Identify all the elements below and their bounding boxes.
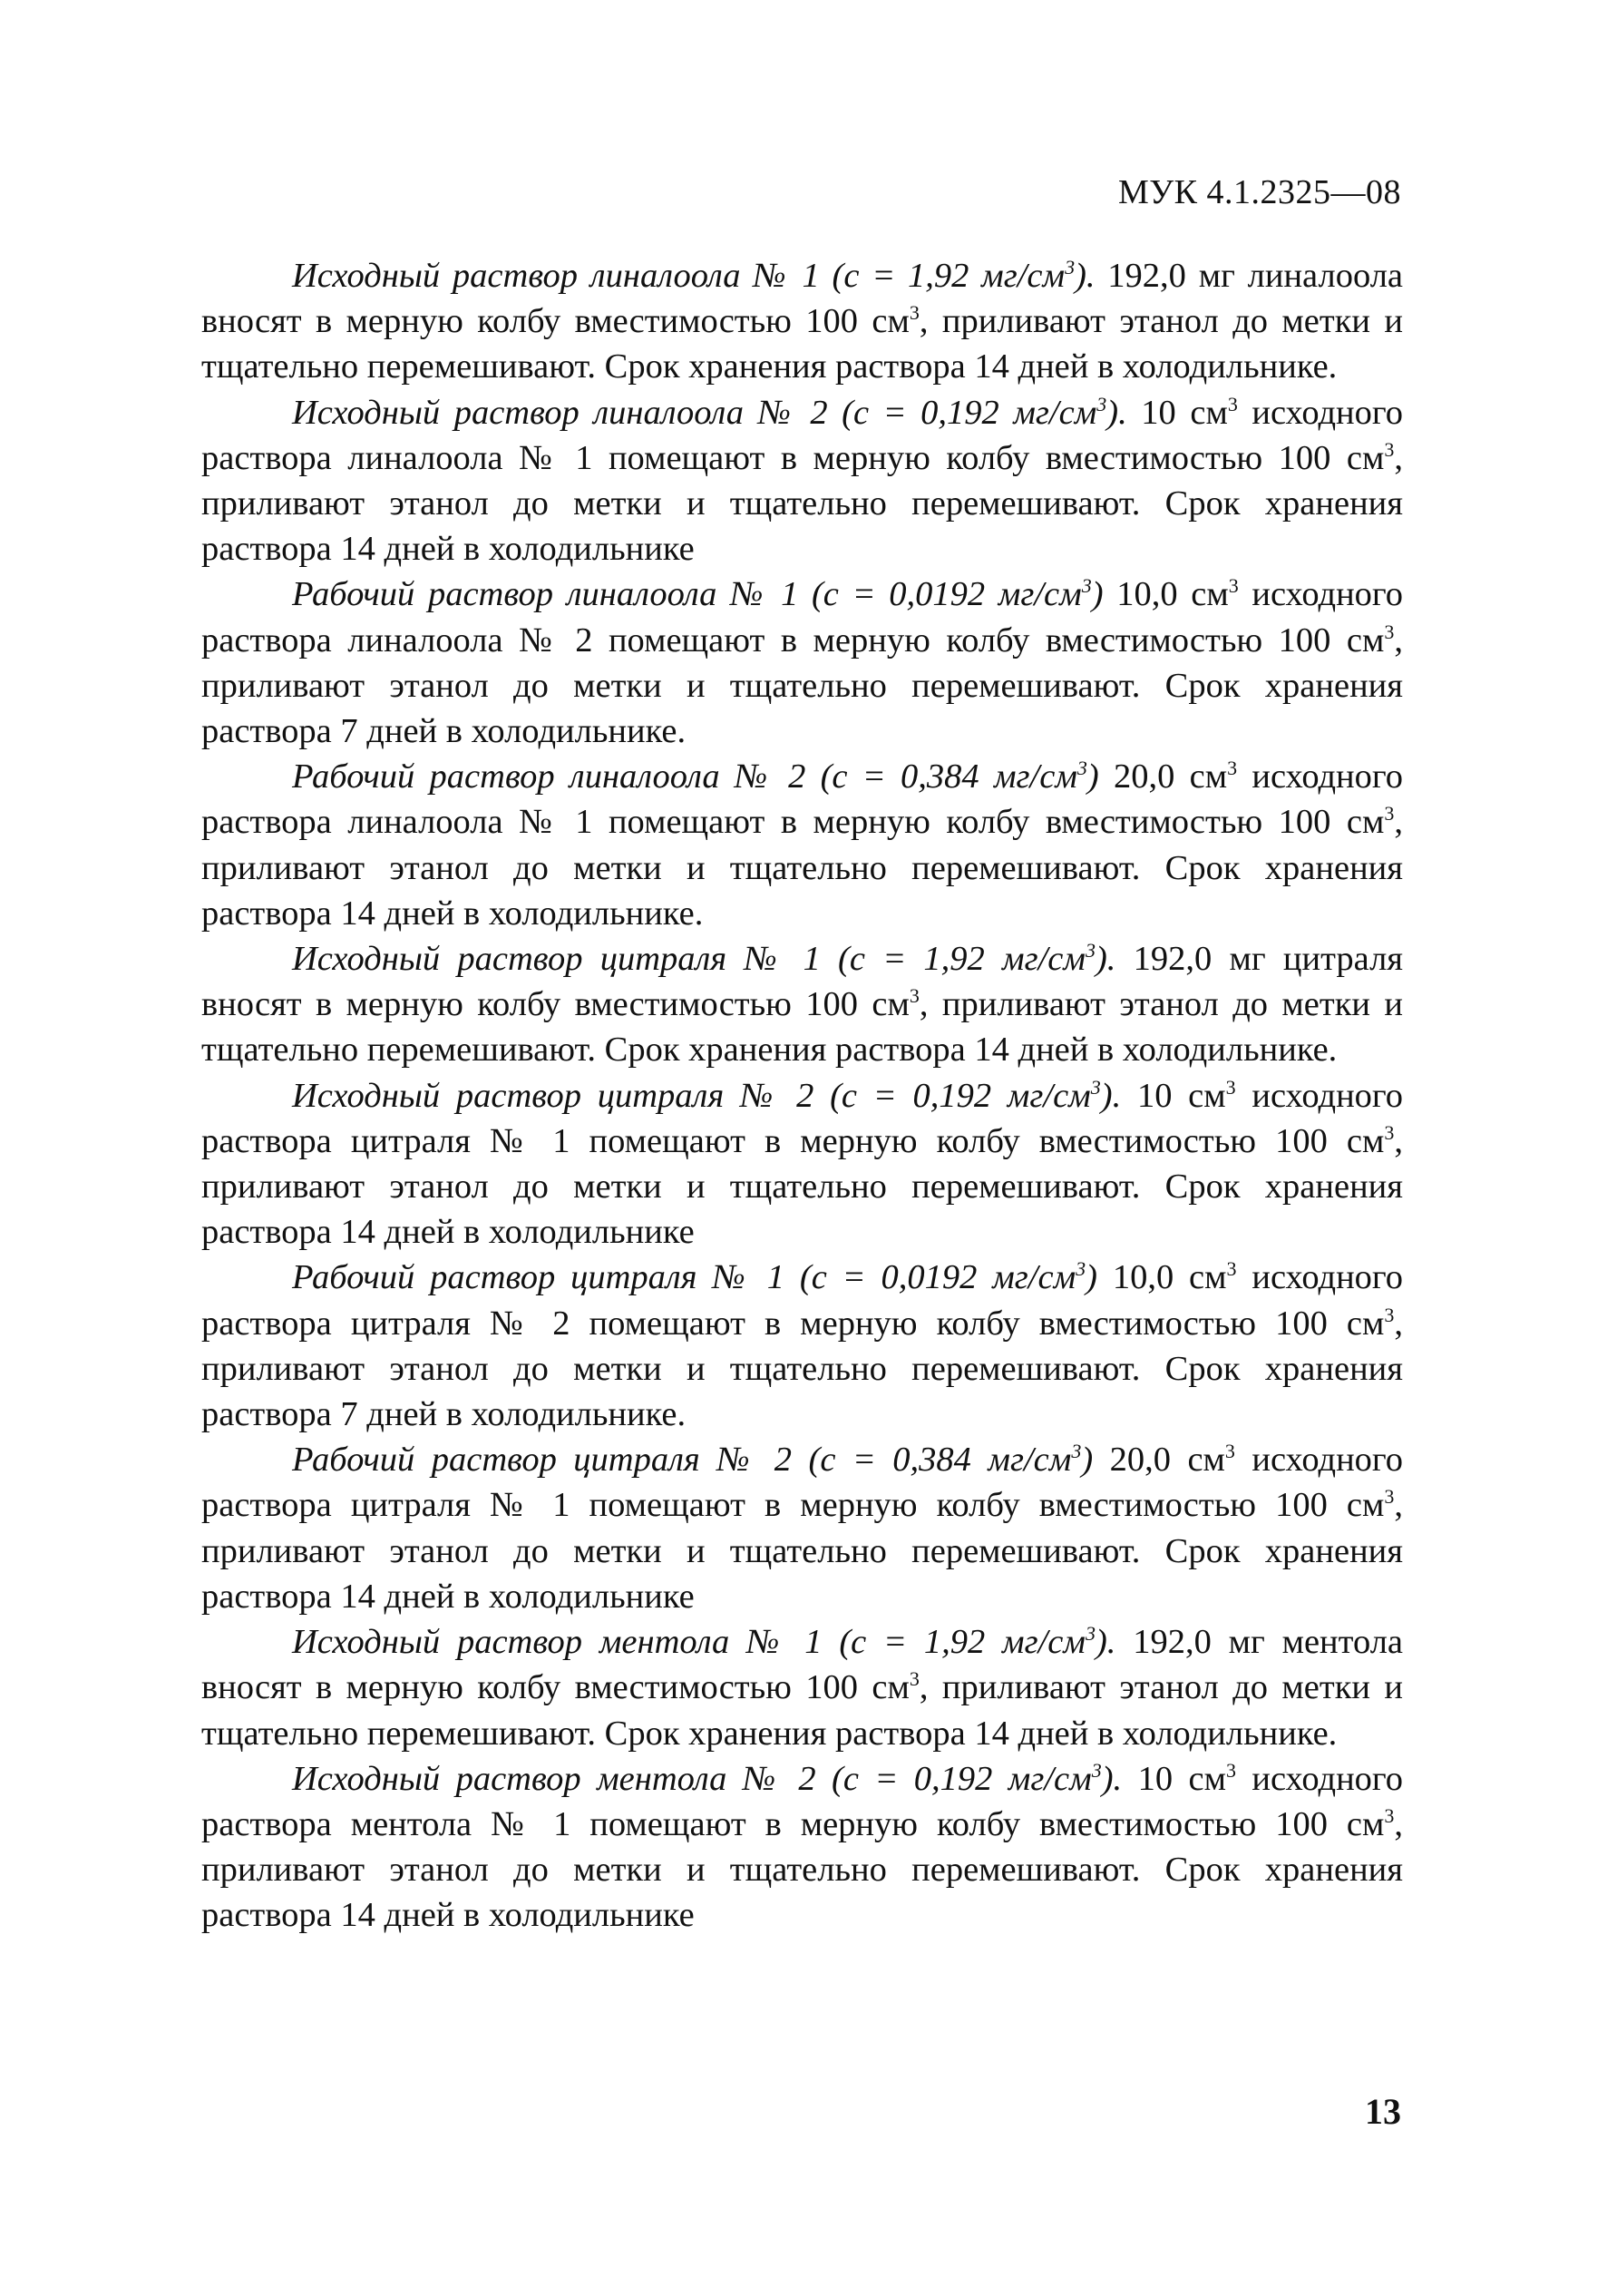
paragraph-title: Исходный раствор линалоола № 1 (с = 1,92 $мг/см^3$). [292,256,1096,295]
paragraph-stock-citral-1: Исходный раствор цитраля № 1 (с = 1,92 $мг/см^3$). 192,0 мг цитраля вносят в мерную колбу вместимостью 100 $см^3$, приливают этанол до метки и тщательно перемешивают. Срок хранения раствора 14 дней в холодильнике. [201,939,1403,1070]
paragraph-working-linalool-1: Рабочий раствор линалоола № 1 (с = 0,0192 $мг/см^3$) 10,0 $см^3$ исходного раствора линалоола № 2 помещают в мерную колбу вместимостью 100 $см^3$, приливают этанол до метки и тщательно перемешивают. Срок хранения раствора 7 дней в холодильнике. [201,574,1404,751]
paragraph-title: Исходный раствор ментола № 2 (с = 0,192 $мг/см^3$). [292,1758,1123,1798]
paragraph-title: Рабочий раствор цитраля № 1 (с = 0,0192 $мг/см^3$) [292,1257,1097,1297]
document-body [201,253,1403,1939]
paragraph-working-citral-2: Рабочий раствор цитраля № 2 (с = 0,384 $мг/см^3$) 20,0 $см^3$ исходного раствора цитраля № 1 помещают в мерную колбу вместимостью 100 $см^3$, приливают этанол до метки и тщательно перемешивают. Срок хранения раствора 14 дней в холодильнике [201,1440,1404,1616]
paragraph-title: Рабочий раствор цитраля № 2 (с = 0,384 $мг/см^3$) [292,1440,1094,1480]
paragraph-stock-citral-2: Исходный раствор цитраля № 2 (с = 0,192 $мг/см^3$). 10 $см^3$ исходного раствора цитраля № 1 помещают в мерную колбу вместимостью 100 $см^3$, приливают этанол до метки и тщательно перемешивают. Срок хранения раствора 14 дней в холодильнике [201,1075,1404,1252]
paragraph-title: Исходный раствор ментола № 1 (с = 1,92 $мг/см^3$). [292,1622,1116,1662]
paragraph-stock-linalool-2: Исходный раствор линалоола № 2 (с = 0,192 $мг/см^3$). 10 $см^3$ исходного раствора линалоола № 1 помещают в мерную колбу вместимостью 100 $см^3$, приливают этанол до метки и тщательно перемешивают. Срок хранения раствора 14 дней в холодильнике [201,392,1403,569]
paragraph-title: Рабочий раствор линалоола № 1 (с = 0,0192 $мг/см^3$) [292,574,1104,614]
paragraph-working-citral-1: Рабочий раствор цитраля № 1 (с = 0,0192 $мг/см^3$) 10,0 $см^3$ исходного раствора цитраля № 2 помещают в мерную колбу вместимостью 100 $см^3$, приливают этанол до метки и тщательно перемешивают. Срок хранения раствора 7 дней в холодильнике. [201,1257,1403,1434]
paragraph-working-linalool-2: Рабочий раствор линалоола № 2 (с = 0,384 $мг/см^3$) 20,0 $см^3$ исходного раствора линалоола № 1 помещают в мерную колбу вместимостью 100 $см^3$, приливают этанол до метки и тщательно перемешивают. Срок хранения раствора 14 дней в холодильнике. [201,757,1403,933]
paragraph-title: Исходный раствор цитраля № 2 (с = 0,192 $мг/см^3$). [292,1075,1122,1115]
paragraph-title: Рабочий раствор линалоола № 2 (с = 0,384 $мг/см^3$) [292,757,1099,796]
page-number: 13 [1365,2091,1401,2132]
paragraph-stock-menthol-2: Исходный раствор ментола № 2 (с = 0,192 $мг/см^3$). 10 $см^3$ исходного раствора ментола № 1 помещают в мерную колбу вместимостью 100 $см^3$, приливают этанол до метки и тщательно перемешивают. Срок хранения раствора 14 дней в холодильнике [201,1758,1403,1935]
paragraph-stock-menthol-1: Исходный раствор ментола № 1 (с = 1,92 $мг/см^3$). 192,0 мг ментола вносят в мерную колбу вместимостью 100 $см^3$, приливают этанол до метки и тщательно перемешивают. Срок хранения раствора 14 дней в холодильнике. [201,1622,1403,1753]
paragraph-stock-linalool-1: Исходный раствор линалоола № 1 (с = 1,92 $мг/см^3$). 192,0 мг линалоола вносят в мерную колбу вместимостью 100 $см^3$, приливают этанол до метки и тщательно перемешивают. Срок хранения раствора 14 дней в холодильнике. [201,256,1403,386]
document-code-header: МУК 4.1.2325—08 [1117,173,1401,211]
paragraph-title: Исходный раствор цитраля № 1 (с = 1,92 $мг/см^3$). [292,939,1116,979]
paragraph-title: Исходный раствор линалоола № 2 (с = 0,192 $мг/см^3$). [292,392,1127,432]
